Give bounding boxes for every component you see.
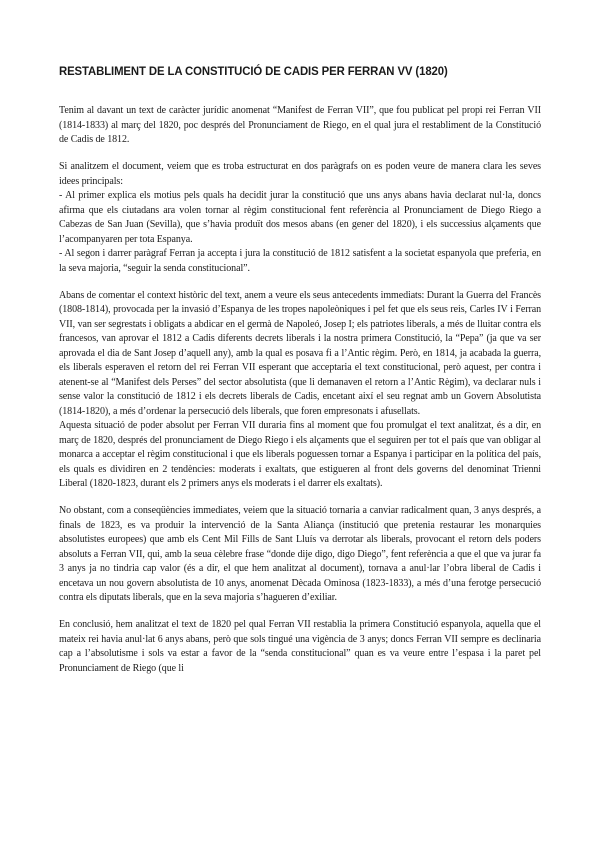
paragraph-antecedents: Abans de comentar el context històric del text, anem a veure els seus antecedents immediats: Durant la Guerra del Francès (1808-1814), provocada per la invasió d’Espanya de les tropes napoleòniques i pel fet que els seus reis, Carles IV i Ferran VII, van ser segrestats i obligats a abdicar en el germà de Napoleó, Josep I; els patriotes liberals, a més de lluitar contra els francesos, van aprovar el 1812 a Cadis diferents decrets liberals i la nostra primera Constitució, la “Pepa” (ja que va ser aprovada el dia de Sant Josep d’aquell any), amb la qual es posava fi a l’Antic règim. Però, en 1814, ja acabada la guerra, els liberals esperaven el retorn del rei Ferran VII esperant que acceptaria el text constitucional, però aquest, per contra i atenent-se al “Manifest dels Perses” del sector absolutista (que li demanaven el retorn a l’Antic Règim), va declarar nuls i sense valor la constitució de 1812 i els decrets liberals de Cadis, encetant així el seu regnat amb un Govern Absolutista (1814-1820), a més d’ordenar la persecució dels liberals, que foren empresonats i afusellats.	[59, 289, 541, 417]
paragraph-structure-first: - Al primer explica els motius pels quals ha decidit jurar la constitució que uns anys abans havia declarat nul·la, doncs afirma que els ciutadans ara volen tornar al règim constitucional fent referència al Pronunciament de Diego Riego a Cabezas de San Juan (Sevilla), que s’havia produït dos mesos abans (en gener del 1820), i els successius alçaments que l’acompanyaren per tota Espanya.	[59, 190, 541, 245]
paragraph-structure-block	[59, 160, 541, 276]
paragraph-introduction: Tenim al davant un text de caràcter jurídic anomenat “Manifest de Ferran VII”, que fou publicat pel propi rei Ferran VII (1814-1833) al març del 1820, poc després del Pronunciament de Riego, en el qual jura el restabliment de la Constitució de Cadis de 1812.	[59, 105, 541, 145]
paragraph-historical-context: Aquesta situació de poder absolut per Ferran VII duraria fins al moment que fou promulgat el text analitzat, és a dir, en març de 1820, després del pronunciament de Diego Riego i els alçaments que el seguiren per tot el país que van obligar al monarca a acceptar el règim constitucional i que els liberals poguessen tornar a Espanya i participar en la política del país, els quals es dividiren en 2 tendències: moderats i exaltats, que estigueren al front dels governs del denominat Trienni Liberal (1820-1823, durant els 2 primers anys els moderats i el darrer els exaltats).	[59, 420, 541, 489]
document-title: RESTABLIMENT DE LA CONSTITUCIÓ DE CADIS PER FERRAN VV (1820)	[59, 64, 448, 78]
paragraph-context-block	[59, 289, 541, 492]
paragraph-conclusion: En conclusió, hem analitzat el text de 1820 pel qual Ferran VII restablia la primera Constitució espanyola, aquella que el mateix rei havia anul·lat 6 anys abans, però que sols tingué una vigència de 3 anys; doncs Ferran VII sempre es declinaria cap a l’absolutisme i sols va estar a favor de la “senda constitucional” quan es va veure entre l’espasa i la paret pel Pronunciament de Riego (que li	[59, 619, 541, 674]
document-body	[59, 104, 541, 689]
paragraph-structure-second: - Al segon i darrer paràgraf Ferran ja accepta i jura la constitució de 1812 satisfent a la societat espanyola que preferia, en la seva majoria, “seguir la senda constitucional”.	[59, 248, 541, 274]
paragraph-consequences: No obstant, com a conseqüències immediates, veiem que la situació tornaria a canviar radicalment quan, 3 anys després, a finals de 1823, es va produir la intervenció de la Santa Aliança (institució que pretenia restaurar les monarquies absolutistes europees) que amb els Cent Mil Fills de Sant Lluís va derrotar als liberals, provocant el retorn dels poders absoluts a Ferran VII, qui, amb la seua cèlebre frase “donde dije digo, digo Diego”, fent referència a que el que va jurar fa 3 anys ja no tindria cap valor (és a dir, el que hem analitzat al document), tornava a anul·lar l’obra liberal de Cadis i encetava un nou govern absolutista de 10 anys, anomenat Dècada Ominosa (1823-1833), a més d’una ferotge persecució contra els diputats liberals, que en la seva majoria s’hagueren d’exiliar.	[59, 505, 541, 603]
paragraph-structure-intro: Si analitzem el document, veiem que es troba estructurat en dos paràgrafs on es poden veure de manera clara les seves idees principals:	[59, 161, 541, 187]
